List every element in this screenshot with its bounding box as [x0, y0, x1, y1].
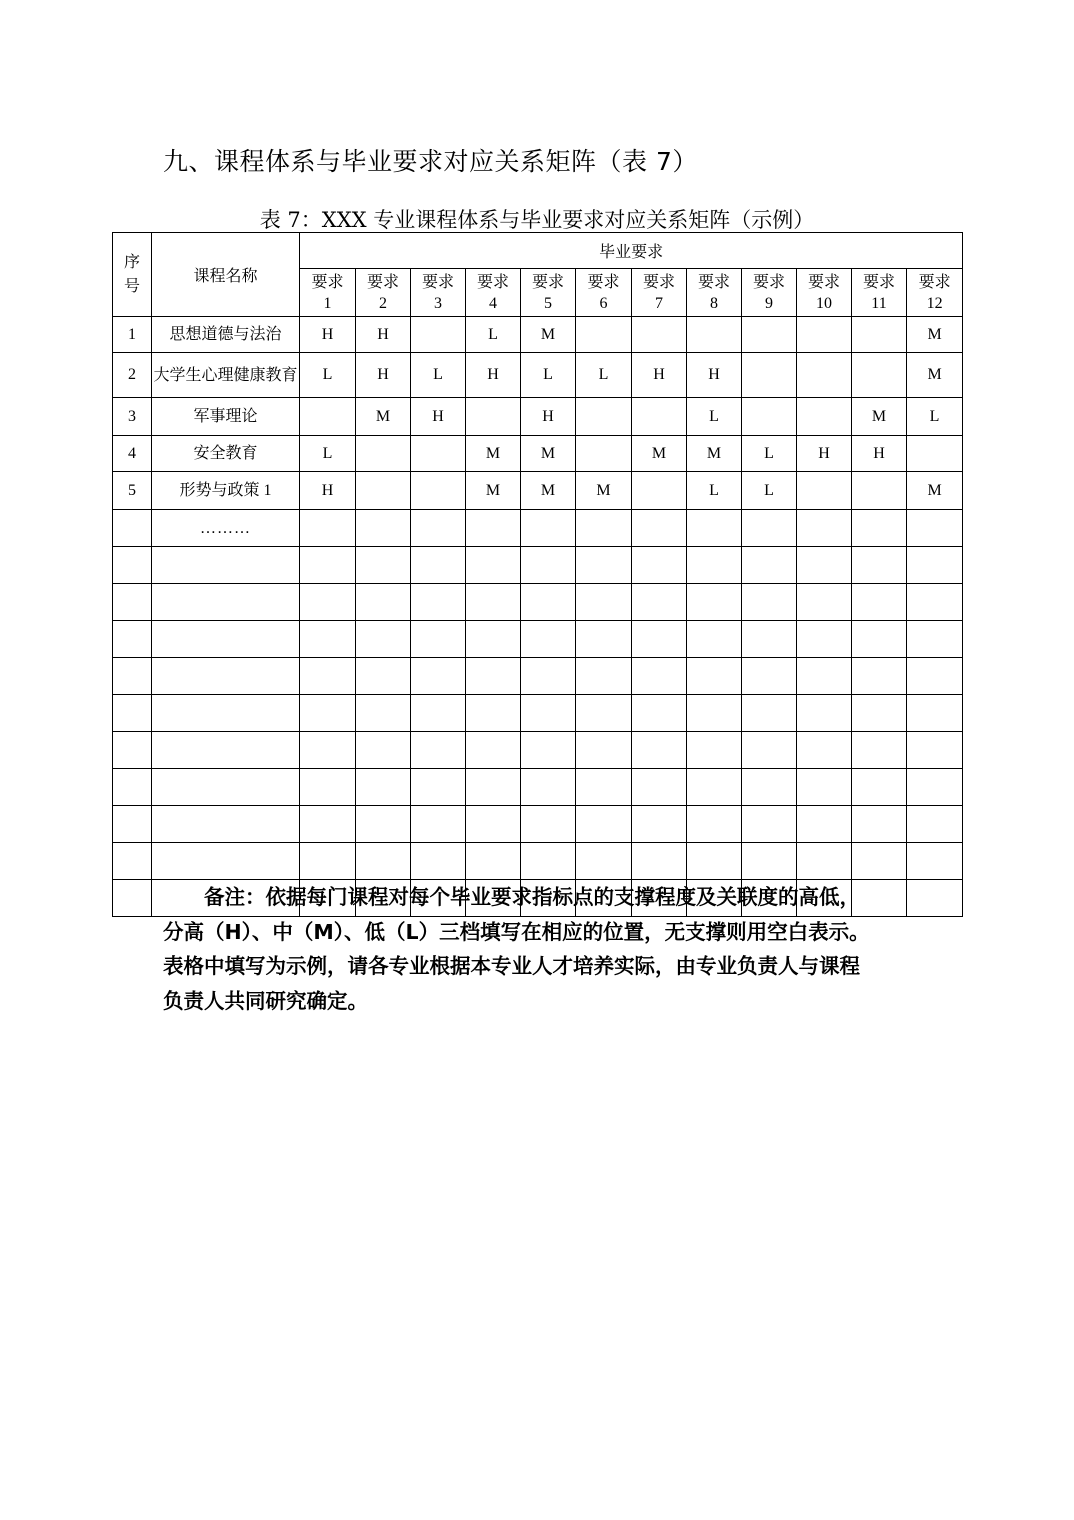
table-row — [113, 436, 963, 472]
empty-cell — [632, 658, 687, 695]
support-level-cell — [852, 510, 907, 547]
seq-header-line: 序 — [123, 253, 140, 271]
support-level-cell — [852, 472, 907, 510]
empty-cell — [466, 658, 521, 695]
empty-cell — [300, 658, 356, 695]
seq-cell: 4 — [113, 436, 152, 472]
empty-cell — [742, 658, 797, 695]
support-level-cell — [742, 510, 797, 547]
support-level-cell: M — [852, 398, 907, 436]
empty-cell — [521, 843, 576, 880]
matrix-body — [113, 317, 963, 917]
requirement-header-cell — [411, 269, 466, 317]
empty-table-row — [113, 621, 963, 658]
empty-cell — [466, 843, 521, 880]
empty-cell — [466, 621, 521, 658]
empty-cell — [113, 547, 152, 584]
support-level-cell — [687, 317, 742, 353]
requirement-header-cell — [797, 269, 852, 317]
empty-cell — [113, 621, 152, 658]
empty-cell — [300, 769, 356, 806]
section-heading: 九、课程体系与毕业要求对应关系矩阵（表 7） — [163, 147, 698, 176]
empty-cell — [907, 769, 963, 806]
support-level-cell — [632, 317, 687, 353]
empty-cell — [852, 769, 907, 806]
empty-cell — [411, 658, 466, 695]
support-level-cell — [907, 436, 963, 472]
support-level-cell — [356, 510, 411, 547]
empty-cell — [113, 584, 152, 621]
requirement-label: 要求 — [697, 273, 730, 291]
empty-cell — [411, 547, 466, 584]
support-level-cell: L — [742, 472, 797, 510]
support-level-cell: M — [521, 436, 576, 472]
empty-cell — [356, 621, 411, 658]
support-level-cell — [576, 317, 632, 353]
support-level-cell: M — [907, 472, 963, 510]
support-level-cell: M — [632, 436, 687, 472]
empty-cell — [300, 695, 356, 732]
empty-cell — [687, 732, 742, 769]
empty-cell — [742, 843, 797, 880]
empty-cell — [852, 658, 907, 695]
empty-cell — [742, 621, 797, 658]
course-name-cell: 思想道德与法治 — [152, 317, 300, 353]
table-row — [113, 317, 963, 353]
empty-cell — [852, 621, 907, 658]
support-level-cell — [852, 317, 907, 353]
empty-cell — [411, 621, 466, 658]
empty-table-row — [113, 658, 963, 695]
empty-cell — [411, 584, 466, 621]
empty-table-row — [113, 843, 963, 880]
empty-cell — [576, 695, 632, 732]
empty-cell — [113, 880, 152, 917]
empty-cell — [113, 806, 152, 843]
empty-cell — [632, 769, 687, 806]
empty-cell — [466, 547, 521, 584]
empty-cell — [632, 621, 687, 658]
empty-cell — [907, 806, 963, 843]
course-name-header: 课程名称 — [152, 233, 300, 317]
empty-cell — [797, 658, 852, 695]
empty-cell — [152, 658, 300, 695]
support-level-cell — [742, 353, 797, 398]
empty-table-row — [113, 584, 963, 621]
empty-cell — [632, 584, 687, 621]
empty-cell — [521, 584, 576, 621]
empty-cell — [907, 732, 963, 769]
empty-cell — [300, 621, 356, 658]
empty-cell — [632, 806, 687, 843]
empty-cell — [576, 658, 632, 695]
support-level-cell — [411, 510, 466, 547]
support-level-cell: H — [356, 353, 411, 398]
table-row — [113, 353, 963, 398]
empty-cell — [687, 621, 742, 658]
empty-cell — [521, 621, 576, 658]
empty-cell — [632, 695, 687, 732]
requirement-number: 2 — [379, 294, 387, 312]
requirement-label: 要求 — [476, 273, 509, 291]
requirement-header-cell — [852, 269, 907, 317]
empty-cell — [632, 732, 687, 769]
empty-cell — [356, 769, 411, 806]
requirement-number: 3 — [434, 294, 442, 312]
empty-table-row — [113, 769, 963, 806]
support-level-cell — [687, 510, 742, 547]
empty-cell — [521, 732, 576, 769]
empty-cell — [907, 621, 963, 658]
support-level-cell: L — [687, 398, 742, 436]
support-level-cell: L — [300, 353, 356, 398]
requirement-label: 要求 — [807, 273, 840, 291]
empty-table-row — [113, 806, 963, 843]
empty-cell — [576, 843, 632, 880]
seq-cell: 5 — [113, 472, 152, 510]
empty-cell — [356, 695, 411, 732]
support-level-cell — [632, 510, 687, 547]
empty-table-row — [113, 695, 963, 732]
requirement-label: 要求 — [421, 273, 454, 291]
seq-header — [113, 233, 152, 317]
empty-cell — [113, 732, 152, 769]
empty-cell — [687, 769, 742, 806]
empty-cell — [466, 806, 521, 843]
empty-cell — [797, 584, 852, 621]
empty-cell — [687, 806, 742, 843]
empty-cell — [852, 843, 907, 880]
empty-cell — [742, 547, 797, 584]
empty-cell — [152, 695, 300, 732]
empty-cell — [797, 547, 852, 584]
support-level-cell: M — [356, 398, 411, 436]
support-level-cell: L — [907, 398, 963, 436]
requirement-label: 要求 — [366, 273, 399, 291]
support-level-cell — [797, 317, 852, 353]
empty-cell — [687, 843, 742, 880]
empty-cell — [152, 621, 300, 658]
course-name-cell: 军事理论 — [152, 398, 300, 436]
support-level-cell: H — [411, 398, 466, 436]
support-level-cell: L — [411, 353, 466, 398]
seq-cell — [113, 510, 152, 547]
requirement-header-cell — [576, 269, 632, 317]
empty-cell — [300, 806, 356, 843]
course-name-cell: ……… — [152, 510, 300, 547]
empty-cell — [466, 732, 521, 769]
requirement-header-cell — [687, 269, 742, 317]
empty-cell — [852, 806, 907, 843]
support-level-cell — [632, 472, 687, 510]
empty-cell — [907, 843, 963, 880]
requirement-number: 6 — [599, 294, 608, 312]
support-level-cell — [632, 398, 687, 436]
requirement-number: 5 — [544, 294, 552, 312]
table-row — [113, 510, 963, 547]
notes-line: 备注：依据每门课程对每个毕业要求指标点的支撑程度及关联度的高低， — [204, 885, 860, 909]
seq-cell: 1 — [113, 317, 152, 353]
empty-cell — [521, 658, 576, 695]
empty-cell — [152, 547, 300, 584]
empty-cell — [411, 806, 466, 843]
empty-cell — [687, 695, 742, 732]
empty-cell — [907, 584, 963, 621]
support-level-cell — [356, 472, 411, 510]
support-level-cell: L — [742, 436, 797, 472]
empty-cell — [797, 732, 852, 769]
empty-cell — [576, 732, 632, 769]
empty-cell — [152, 732, 300, 769]
support-level-cell — [797, 353, 852, 398]
empty-table-row — [113, 547, 963, 584]
support-level-cell: M — [907, 317, 963, 353]
support-level-cell: M — [466, 436, 521, 472]
table-row — [113, 472, 963, 510]
requirement-header-cell — [907, 269, 963, 317]
empty-cell — [411, 695, 466, 732]
empty-cell — [797, 621, 852, 658]
support-level-cell: H — [300, 317, 356, 353]
empty-cell — [632, 843, 687, 880]
empty-cell — [300, 584, 356, 621]
empty-cell — [742, 806, 797, 843]
support-level-cell — [466, 510, 521, 547]
empty-cell — [742, 732, 797, 769]
support-level-cell: L — [687, 472, 742, 510]
requirement-label: 要求 — [752, 273, 785, 291]
empty-cell — [687, 658, 742, 695]
requirement-number: 11 — [871, 294, 887, 312]
requirement-number: 7 — [655, 294, 663, 312]
requirement-number: 10 — [816, 294, 832, 312]
empty-cell — [907, 658, 963, 695]
empty-cell — [521, 769, 576, 806]
empty-cell — [113, 769, 152, 806]
course-name-cell: 安全教育 — [152, 436, 300, 472]
support-level-cell: M — [907, 353, 963, 398]
support-level-cell: H — [797, 436, 852, 472]
requirement-number: 8 — [710, 294, 718, 312]
empty-cell — [356, 843, 411, 880]
empty-cell — [742, 584, 797, 621]
support-level-cell — [411, 472, 466, 510]
notes-line: 负责人共同研究确定。 — [163, 988, 368, 1013]
requirement-label: 要求 — [918, 273, 951, 291]
empty-table-row — [113, 732, 963, 769]
support-level-cell: H — [300, 472, 356, 510]
requirement-header-cell — [466, 269, 521, 317]
empty-cell — [466, 695, 521, 732]
empty-cell — [687, 547, 742, 584]
empty-cell — [576, 584, 632, 621]
support-level-cell — [411, 436, 466, 472]
empty-cell — [356, 732, 411, 769]
notes-line: 表格中填写为示例，请各专业根据本专业人才培养实际，由专业负责人与课程 — [163, 954, 860, 978]
requirement-number: 9 — [765, 294, 773, 312]
empty-cell — [356, 547, 411, 584]
requirement-number: 12 — [926, 294, 943, 312]
empty-cell — [576, 769, 632, 806]
seq-header-line: 号 — [123, 277, 140, 295]
requirement-label: 要求 — [587, 273, 620, 291]
empty-cell — [466, 584, 521, 621]
support-level-cell: L — [521, 353, 576, 398]
support-level-cell: H — [632, 353, 687, 398]
support-level-cell — [797, 398, 852, 436]
requirements-matrix-table — [112, 232, 963, 917]
support-level-cell — [466, 398, 521, 436]
empty-cell — [797, 806, 852, 843]
support-level-cell — [797, 510, 852, 547]
empty-cell — [113, 695, 152, 732]
empty-cell — [113, 658, 152, 695]
empty-cell — [632, 547, 687, 584]
course-name-cell: 形势与政策 1 — [152, 472, 300, 510]
empty-cell — [113, 843, 152, 880]
requirement-label: 要求 — [311, 273, 344, 291]
empty-cell — [852, 584, 907, 621]
support-level-cell: H — [466, 353, 521, 398]
empty-cell — [300, 843, 356, 880]
support-level-cell — [742, 398, 797, 436]
empty-cell — [907, 695, 963, 732]
table-caption: 表 7：XXX 专业课程体系与毕业要求对应关系矩阵（示例） — [259, 208, 815, 232]
support-level-cell: L — [300, 436, 356, 472]
table-row — [113, 398, 963, 436]
notes-line: 分高（H）、中（M）、低（L）三档填写在相应的位置，无支撑则用空白表示。 — [163, 919, 870, 944]
empty-cell — [852, 695, 907, 732]
empty-cell — [521, 547, 576, 584]
support-level-cell — [907, 510, 963, 547]
support-level-cell: M — [521, 472, 576, 510]
support-level-cell — [576, 398, 632, 436]
requirement-header-cell — [521, 269, 576, 317]
empty-cell — [576, 806, 632, 843]
support-level-cell — [300, 510, 356, 547]
support-level-cell — [356, 436, 411, 472]
empty-cell — [852, 732, 907, 769]
graduation-requirements-header: 毕业要求 — [300, 233, 963, 269]
course-name-cell: 大学生心理健康教育 — [152, 353, 300, 398]
support-level-cell: L — [576, 353, 632, 398]
requirement-header-cell — [632, 269, 687, 317]
support-level-cell — [521, 510, 576, 547]
seq-cell: 3 — [113, 398, 152, 436]
support-level-cell — [742, 317, 797, 353]
support-level-cell: M — [521, 317, 576, 353]
support-level-cell: L — [466, 317, 521, 353]
requirement-number: 4 — [489, 294, 497, 312]
empty-cell — [521, 695, 576, 732]
empty-cell — [687, 584, 742, 621]
requirement-header-cell — [742, 269, 797, 317]
support-level-cell: H — [356, 317, 411, 353]
empty-cell — [356, 658, 411, 695]
empty-cell — [152, 769, 300, 806]
empty-cell — [797, 695, 852, 732]
support-level-cell: M — [466, 472, 521, 510]
support-level-cell: H — [687, 353, 742, 398]
support-level-cell — [852, 353, 907, 398]
empty-cell — [797, 769, 852, 806]
requirement-number: 1 — [323, 294, 332, 312]
empty-cell — [152, 806, 300, 843]
empty-cell — [411, 732, 466, 769]
notes-block — [163, 880, 923, 1018]
support-level-cell — [300, 398, 356, 436]
empty-cell — [356, 806, 411, 843]
empty-cell — [411, 769, 466, 806]
empty-cell — [576, 621, 632, 658]
support-level-cell: M — [687, 436, 742, 472]
support-level-cell: H — [852, 436, 907, 472]
empty-cell — [907, 547, 963, 584]
requirement-label: 要求 — [642, 273, 675, 291]
support-level-cell — [576, 510, 632, 547]
support-level-cell — [576, 436, 632, 472]
seq-cell: 2 — [113, 353, 152, 398]
empty-cell — [300, 732, 356, 769]
empty-cell — [742, 695, 797, 732]
empty-cell — [797, 843, 852, 880]
empty-cell — [356, 584, 411, 621]
empty-cell — [521, 806, 576, 843]
requirement-label: 要求 — [531, 273, 564, 291]
support-level-cell — [411, 317, 466, 353]
requirement-header-cell — [356, 269, 411, 317]
empty-cell — [742, 769, 797, 806]
support-level-cell — [797, 472, 852, 510]
requirement-header-cell — [300, 269, 356, 317]
empty-cell — [576, 547, 632, 584]
requirement-label: 要求 — [862, 273, 895, 291]
support-level-cell: H — [521, 398, 576, 436]
empty-cell — [152, 843, 300, 880]
empty-cell — [852, 547, 907, 584]
empty-cell — [466, 769, 521, 806]
empty-cell — [411, 843, 466, 880]
empty-cell — [300, 547, 356, 584]
empty-cell — [152, 584, 300, 621]
support-level-cell: M — [576, 472, 632, 510]
